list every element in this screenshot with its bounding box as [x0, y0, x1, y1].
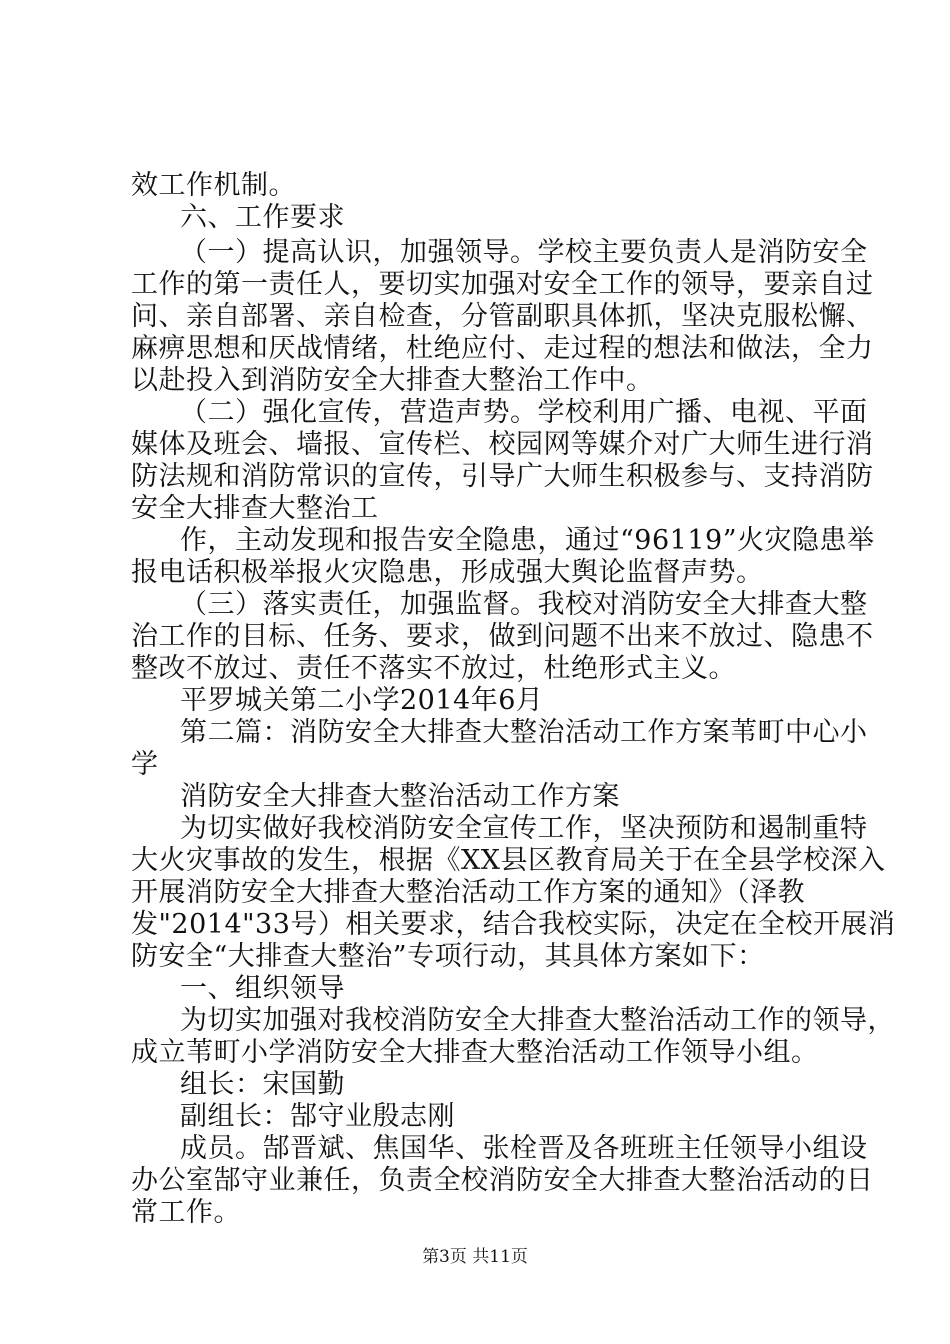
text-line: 麻痹思想和厌战情绪，杜绝应付、走过程的想法和做法，全力	[131, 333, 874, 364]
document-title: 消防安全大排查大整治活动工作方案	[180, 781, 620, 812]
text-line: 常工作。	[131, 1197, 241, 1228]
text-line: 安全大排查大整治工	[131, 493, 379, 524]
signature-date: 平罗城关第二小学2014年6月	[180, 685, 544, 716]
section-heading: 一、组织领导	[180, 973, 345, 1004]
text-line: （二）强化宣传，营造声势。学校利用广播、电视、平面	[180, 397, 868, 428]
text-line: 组长：宋国勤	[180, 1069, 345, 1100]
chapter-heading: 第二篇：消防安全大排查大整治活动工作方案苇町中心小	[180, 717, 868, 748]
text-line: 以赴投入到消防安全大排查大整治工作中。	[131, 365, 654, 396]
text-line: 成立苇町小学消防安全大排查大整治活动工作领导小组。	[131, 1037, 819, 1068]
text-line: （一）提高认识，加强领导。学校主要负责人是消防安全	[180, 237, 868, 268]
section-heading: 六、工作要求	[180, 202, 345, 233]
text-line: 办公室郜守业兼任，负责全校消防安全大排查大整治活动的日	[131, 1165, 874, 1196]
text-line: 开展消防安全大排查大整治活动工作方案的通知》（泽教	[131, 877, 805, 908]
text-line: 防法规和消防常识的宣传，引导广大师生积极参与、支持消防	[131, 461, 874, 492]
text-line: 工作的第一责任人，要切实加强对安全工作的领导，要亲自过	[131, 269, 874, 300]
text-line: 媒体及班会、墙报、宣传栏、校园网等媒介对广大师生进行消	[131, 429, 874, 460]
text-line: 为切实做好我校消防安全宣传工作，坚决预防和遏制重特	[180, 813, 868, 844]
text-line: 问、亲自部署、亲自检查，分管副职具体抓，坚决克服松懈、	[131, 301, 874, 332]
text-line: 为切实加强对我校消防安全大排查大整治活动工作的领导，	[180, 1005, 895, 1036]
text-line: 副组长：郜守业殷志刚	[180, 1101, 455, 1132]
chapter-heading-cont: 学	[131, 749, 159, 780]
text-line: 整改不放过、责任不落实不放过，杜绝形式主义。	[131, 653, 736, 684]
text-line: 报电话积极举报火灾隐患，形成强大舆论监督声势。	[131, 557, 764, 588]
text-line: （三）落实责任，加强监督。我校对消防安全大排查大整	[180, 589, 868, 620]
text-line: 效工作机制。	[131, 170, 296, 201]
text-line: 成员。郜晋斌、焦国华、张栓晋及各班班主任领导小组设	[180, 1133, 868, 1164]
text-line: 大火灾事故的发生，根据《XX县区教育局关于在全县学校深入	[131, 845, 886, 876]
page-number: 第3页 共11页	[422, 1247, 528, 1267]
text-line: 发"2014"33号）相关要求，结合我校实际，决定在全校开展消	[131, 909, 896, 940]
text-line: 防安全“大排查大整治”专项行动，其具体方案如下：	[131, 941, 765, 972]
text-line: 治工作的目标、任务、要求，做到问题不出来不放过、隐患不	[131, 621, 874, 652]
text-line: 作，主动发现和报告安全隐患，通过“96119”火灾隐患举	[180, 525, 875, 556]
